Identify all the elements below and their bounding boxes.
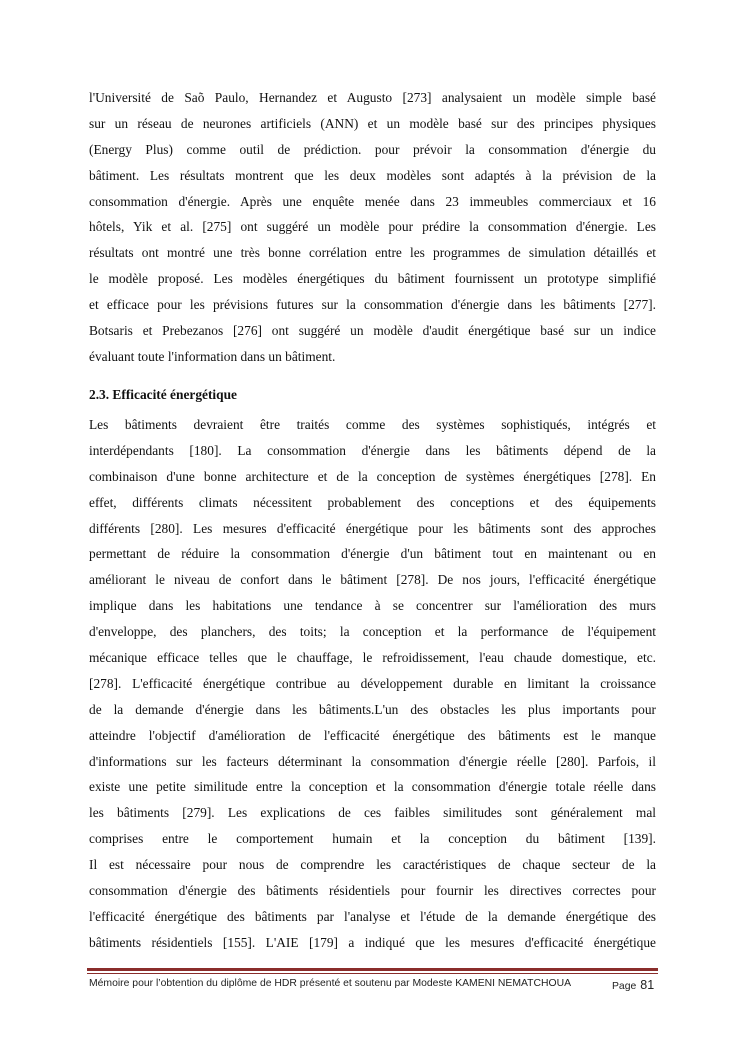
- section-heading: 2.3. Efficacité énergétique: [89, 387, 237, 402]
- text-line: résultats ont montré une très bonne corrélation entre les programmes de simulation détaillés et: [89, 245, 656, 261]
- text-line: le modèle proposé. Les modèles énergétiques du bâtiment fournissent un prototype simplifié: [89, 271, 656, 287]
- footer-caption: Mémoire pour l’obtention du diplôme de HDR présenté et soutenu par Modeste KAMENI NEMATCHOUA: [89, 978, 572, 989]
- text-line: bâtiment. Les résultats montrent que les deux modèles sont adaptés à la prévision de la: [89, 167, 656, 183]
- text-line: combinaison d'une bonne architecture et de la conception de systèmes énergétiques [278]. En: [89, 468, 656, 484]
- text-line: consommation d'énergie des bâtiments résidentiels pour fournir les directives correctes pour: [89, 883, 656, 899]
- text-line: améliorant le niveau de confort dans le bâtiment [278]. De nos jours, l'efficacité énergétique: [89, 572, 656, 588]
- text-line: [278]. L'efficacité énergétique contribue au développement durable en limitant la croissance: [89, 675, 656, 691]
- footer-rule-thin: [87, 973, 658, 974]
- text-line: de la demande d'énergie dans les bâtiments.L'un des obstacles les plus importants pour: [89, 701, 656, 717]
- text-line: permettant de réduire la consommation d'énergie d'un bâtiment tout en maintenant ou en: [89, 546, 656, 562]
- text-line: effet, différents climats nécessitent probablement des conceptions et des équipements: [89, 494, 656, 510]
- text-line: d'enveloppe, des planchers, des toits; la conception et la performance de l'équipement: [89, 624, 656, 640]
- text-line: hôtels, Yik et al. [275] ont suggéré un modèle pour prédire la consommation d'énergie. Les: [89, 219, 656, 235]
- text-line: (Energy Plus) comme outil de prédiction. pour prévoir la consommation d'énergie du: [89, 141, 656, 157]
- text-line: différents [280]. Les mesures d'efficacité énergétique pour les bâtiments sont des approches: [89, 520, 656, 536]
- text-line: évaluant toute l'information dans un bâtiment.: [89, 348, 336, 364]
- page-label: Page: [612, 981, 637, 992]
- text-line: consommation d'énergie. Après une enquête menée dans 23 immeubles commerciaux et 16: [89, 193, 656, 209]
- text-line: les bâtiments [279]. Les explications de ces faibles similitudes sont généralement mal: [89, 805, 656, 821]
- text-line: mécanique efficace telles que le chauffage, le refroidissement, l'eau chaude domestique, etc.: [89, 650, 656, 666]
- paragraph-intro: [89, 85, 656, 370]
- text-line: atteindre l'objectif d'amélioration de l'efficacité énergétique des bâtiments est le manque: [89, 727, 656, 743]
- text-line: Il est nécessaire pour nous de comprendre les caractéristiques de chaque secteur de la: [89, 857, 656, 873]
- text-line: sur un réseau de neurones artificiels (ANN) et un modèle basé sur des principes physiques: [89, 115, 656, 131]
- text-line: l'efficacité énergétique des bâtiments par l'analyse et l'étude de la demande énergétique des: [89, 908, 656, 924]
- text-line: bâtiments résidentiels [155]. L'AIE [179] a indiqué que les mesures d'efficacité énergétique: [89, 934, 656, 950]
- text-line: l'Université de Saõ Paulo, Hernandez et Augusto [273] analysaient un modèle simple basé: [89, 90, 656, 105]
- page-number-value: 81: [640, 978, 655, 992]
- text-line: existe une petite similitude entre la conception et la consommation d'énergie totale réelle dans: [89, 779, 656, 795]
- footer-rule-thick: [87, 968, 658, 971]
- text-line: Les bâtiments devraient être traités comme des systèmes sophistiqués, intégrés et: [89, 417, 656, 432]
- paragraph-efficiency: [89, 412, 656, 956]
- text-line: implique dans les habitations une tendance à se concentrer sur l'amélioration des murs: [89, 598, 656, 614]
- text-line: Botsaris et Prebezanos [276] ont suggéré un modèle d'audit énergétique basé sur un indice: [89, 323, 656, 339]
- text-line: et efficace pour les prévisions futures sur la consommation d'énergie dans les bâtiments [277].: [89, 297, 656, 313]
- text-line: d'informations sur les facteurs déterminant la consommation d'énergie réelle [280]. Parfois, il: [89, 753, 656, 769]
- page-number: [612, 976, 654, 994]
- text-line: comprises entre le comportement humain et la conception du bâtiment [139].: [89, 831, 656, 847]
- text-line: interdépendants [180]. La consommation d'énergie dans les bâtiments dépend de la: [89, 442, 656, 458]
